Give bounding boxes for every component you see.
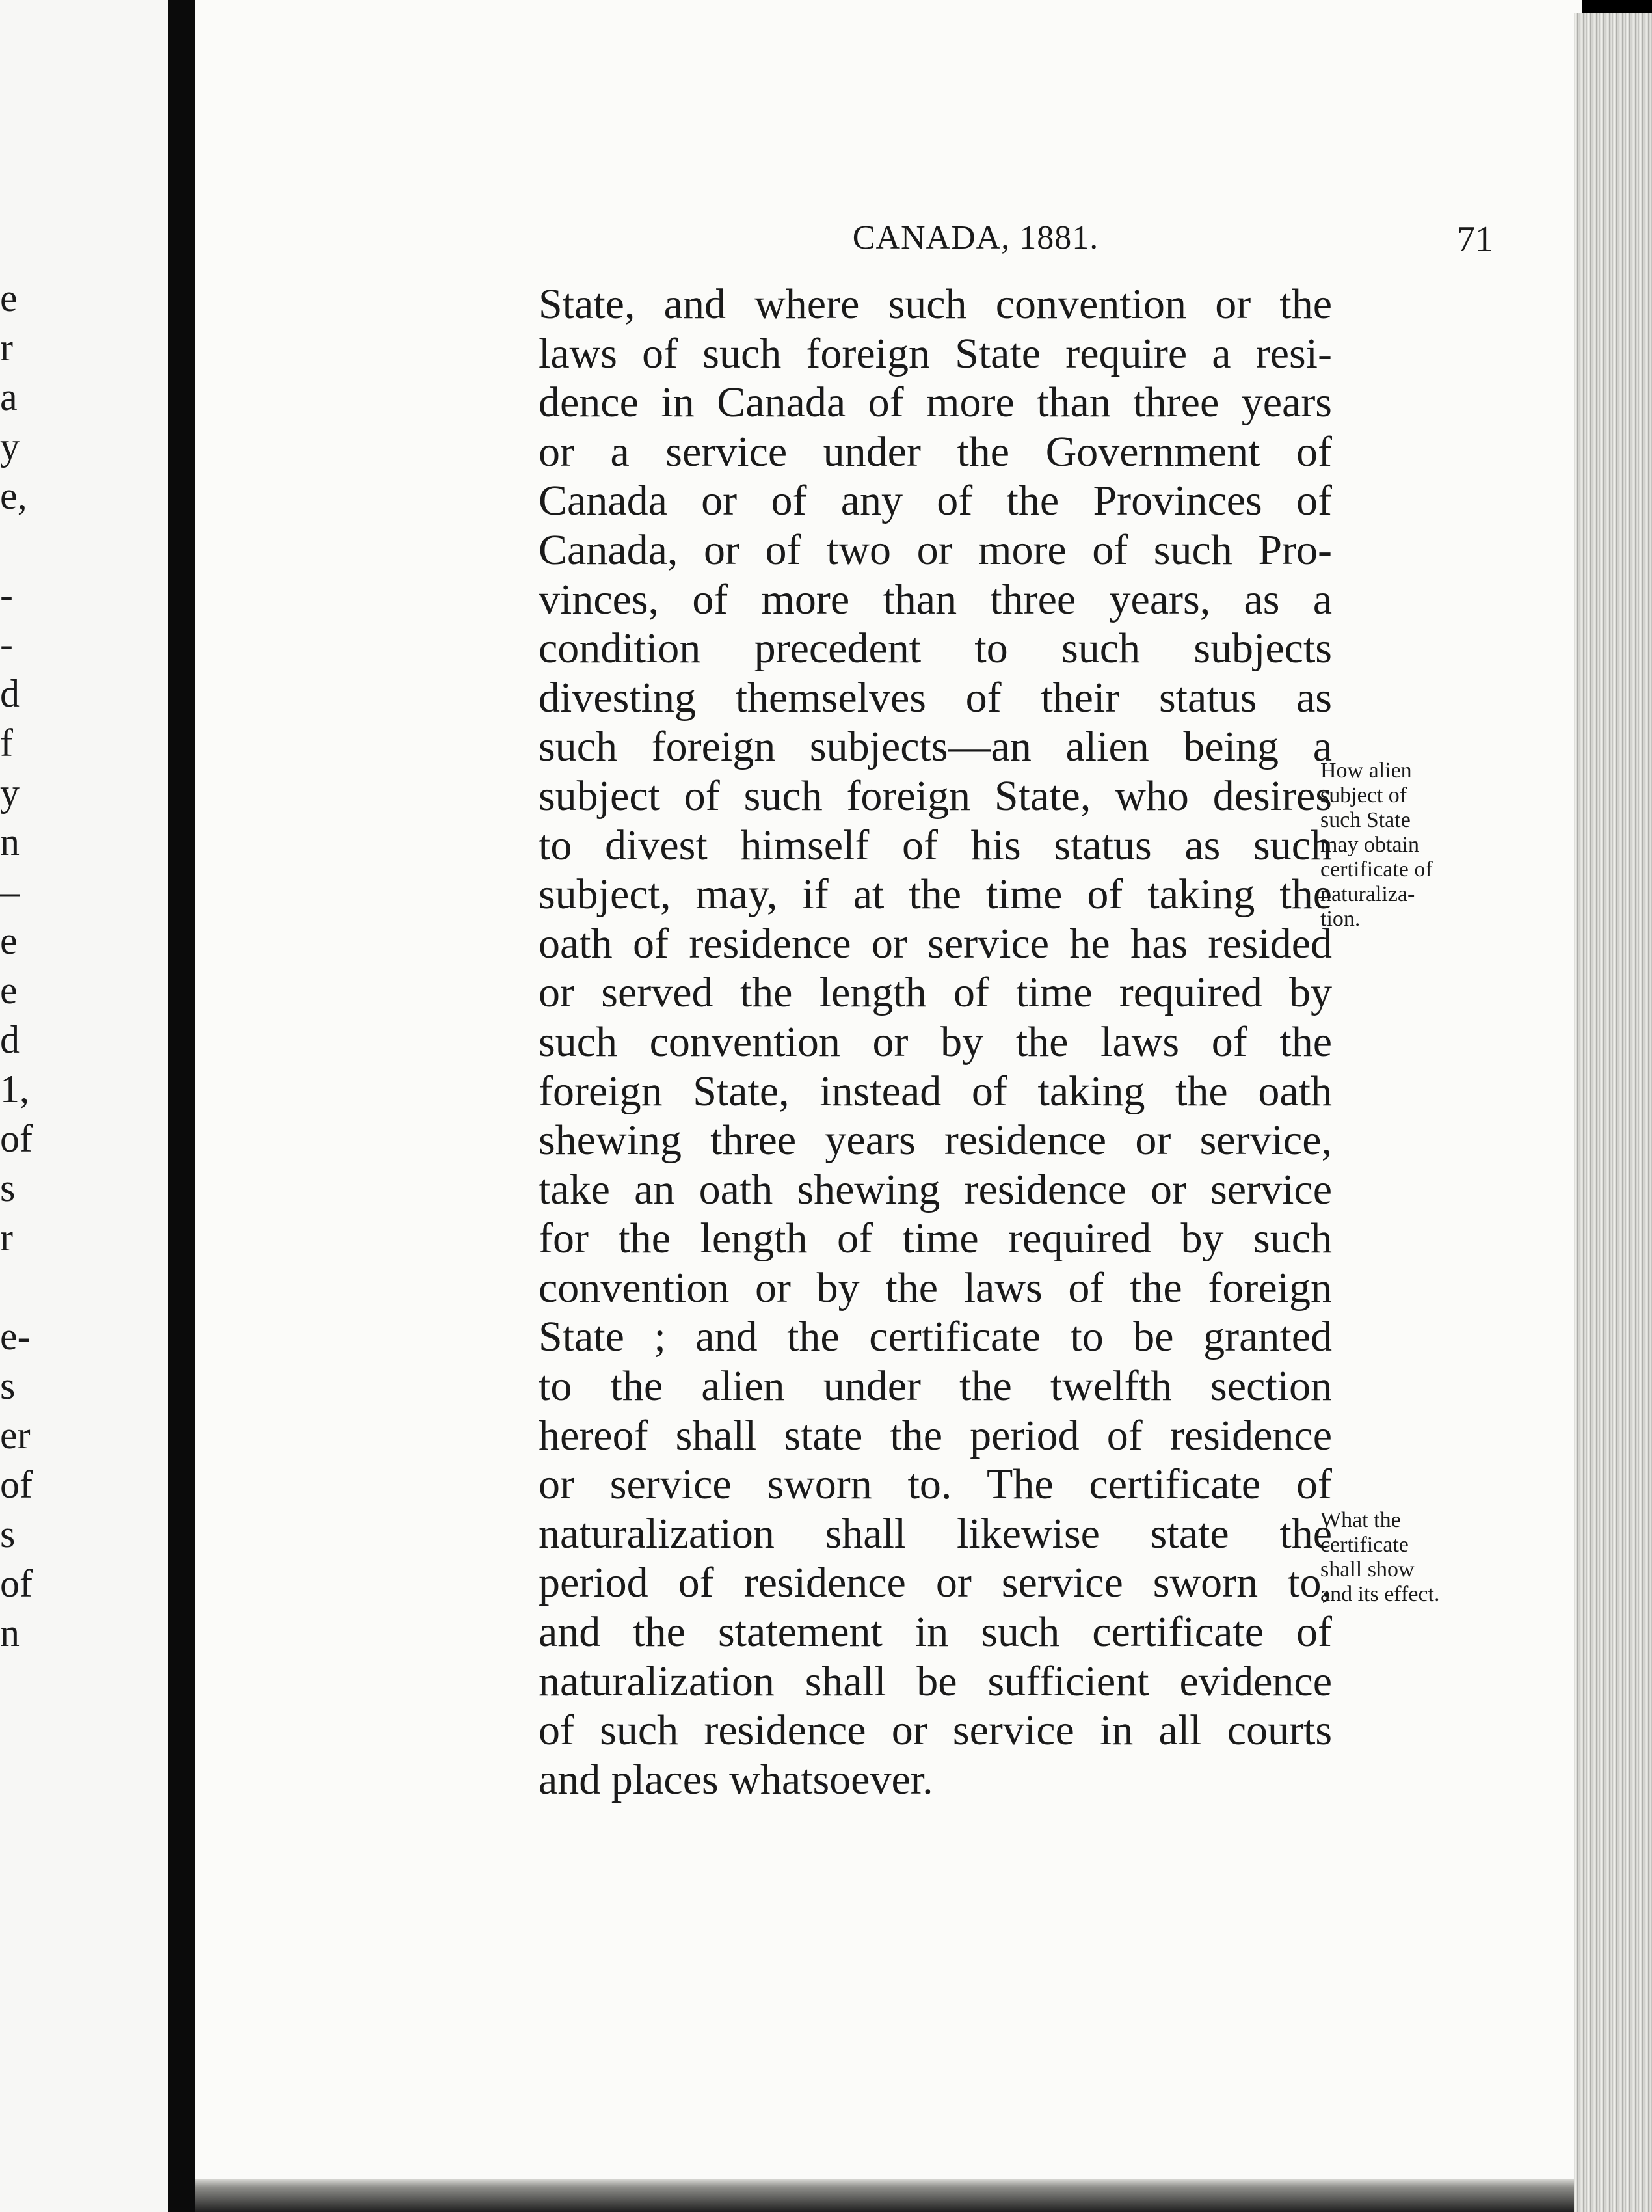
fragment: y [0, 771, 20, 814]
sidenote-line: and its effect. [1320, 1582, 1440, 1606]
body-line: naturalization shall be sufficient evidence [539, 1657, 1332, 1705]
fragment: y [0, 425, 20, 468]
body-line: of such residence or service in all courts [539, 1706, 1332, 1755]
sidenote-line: certificate of [1320, 857, 1433, 882]
body-line: subject of such foreign State, who desires [539, 772, 1332, 820]
fragment: r [0, 1216, 13, 1259]
body-line: divesting themselves of their status as [539, 673, 1332, 722]
fragment: e [0, 969, 18, 1012]
body-line: and the statement in such certificate of [539, 1608, 1332, 1656]
body-line: to divest himself of his status as such [539, 821, 1332, 869]
book-gutter [168, 0, 195, 2212]
sidenote-line: tion. [1320, 907, 1361, 931]
fragment: 1, [0, 1068, 29, 1111]
fragment: of [0, 1463, 33, 1506]
body-line: shewing three years residence or service, [539, 1116, 1332, 1165]
page-number: 71 [1457, 219, 1493, 260]
main-page [195, 0, 1582, 2179]
fragment: - [0, 623, 13, 666]
fragment [0, 1262, 168, 1312]
fragment: s [0, 1364, 16, 1407]
fragment: – [0, 870, 20, 913]
fragment: n [0, 820, 20, 863]
body-line: Canada, or of two or more of such Pro- [539, 526, 1332, 574]
running-title: CANADA, 1881. [852, 219, 1099, 256]
sidenote-how-alien [1320, 759, 1476, 932]
body-line: convention or by the laws of the foreign [539, 1263, 1332, 1312]
sidenote-line: How alien [1320, 759, 1412, 783]
fragment: a [0, 375, 18, 418]
fragment: e, [0, 474, 27, 517]
body-line: naturalization shall likewise state the [539, 1509, 1332, 1558]
body-line: vinces, of more than three years, as a [539, 575, 1332, 623]
sidenote-line: shall show [1320, 1558, 1415, 1582]
fragment: d [0, 672, 20, 715]
fragment [0, 520, 168, 570]
fragment: of [0, 1117, 33, 1160]
fragment: s [0, 1167, 16, 1209]
fragment: d [0, 1018, 20, 1061]
sidenote-line: may obtain [1320, 833, 1420, 857]
body-line: subject, may, if at the time of taking the [539, 870, 1332, 919]
fragment: s [0, 1513, 16, 1556]
body-line: State, and where such convention or the [539, 280, 1332, 328]
fragment: - [0, 573, 13, 616]
sidenote-line: subject of [1320, 783, 1407, 807]
body-line: take an oath shewing residence or service [539, 1165, 1332, 1213]
facing-page-sliver [0, 0, 168, 2212]
body-line: condition precedent to such subjects [539, 625, 1332, 673]
fragment: r [0, 326, 13, 369]
sidenote-line: such State [1320, 808, 1411, 832]
body-text [539, 280, 1332, 1804]
body-line: for the length of time required by such [539, 1215, 1332, 1263]
body-line: and places whatsoever. [539, 1755, 933, 1803]
body-line: dence in Canada of more than three years [539, 379, 1332, 427]
body-line: such convention or by the laws of the [539, 1018, 1332, 1066]
fragment: er [0, 1414, 31, 1457]
page-bottom-edge [195, 2179, 1574, 2212]
body-line: or a service under the Government of [539, 427, 1332, 476]
body-line: such foreign subjects—an alien being a [539, 723, 1332, 771]
page-edge-stack [1574, 13, 1652, 2212]
fragment: n [0, 1612, 20, 1654]
sidenote-line: certificate [1320, 1533, 1409, 1557]
fragment: of [0, 1562, 33, 1605]
fragment: e [0, 276, 18, 319]
facing-page-text-fragments [0, 273, 168, 1658]
sidenote-what-certificate [1320, 1508, 1476, 1607]
body-line: State ; and the certificate to be granted [539, 1313, 1332, 1361]
sidenote-line: naturaliza- [1320, 882, 1415, 906]
fragment: e [0, 919, 18, 962]
body-line: foreign State, instead of taking the oath [539, 1067, 1332, 1115]
body-line: Canada or of any of the Provinces of [539, 477, 1332, 525]
body-line: to the alien under the twelfth section [539, 1362, 1332, 1410]
body-line: period of residence or service sworn to, [539, 1559, 1332, 1607]
body-line: laws of such foreign State require a resi- [539, 329, 1332, 377]
fragment: f [0, 722, 13, 764]
fragment: e- [0, 1315, 31, 1358]
body-line: hereof shall state the period of residence [539, 1411, 1332, 1459]
body-line: or served the length of time required by [539, 969, 1332, 1017]
body-line: oath of residence or service he has resided [539, 919, 1332, 967]
sidenote-line: What the [1320, 1508, 1401, 1532]
running-head [715, 219, 1236, 257]
body-line: or service sworn to. The certificate of [539, 1461, 1332, 1509]
